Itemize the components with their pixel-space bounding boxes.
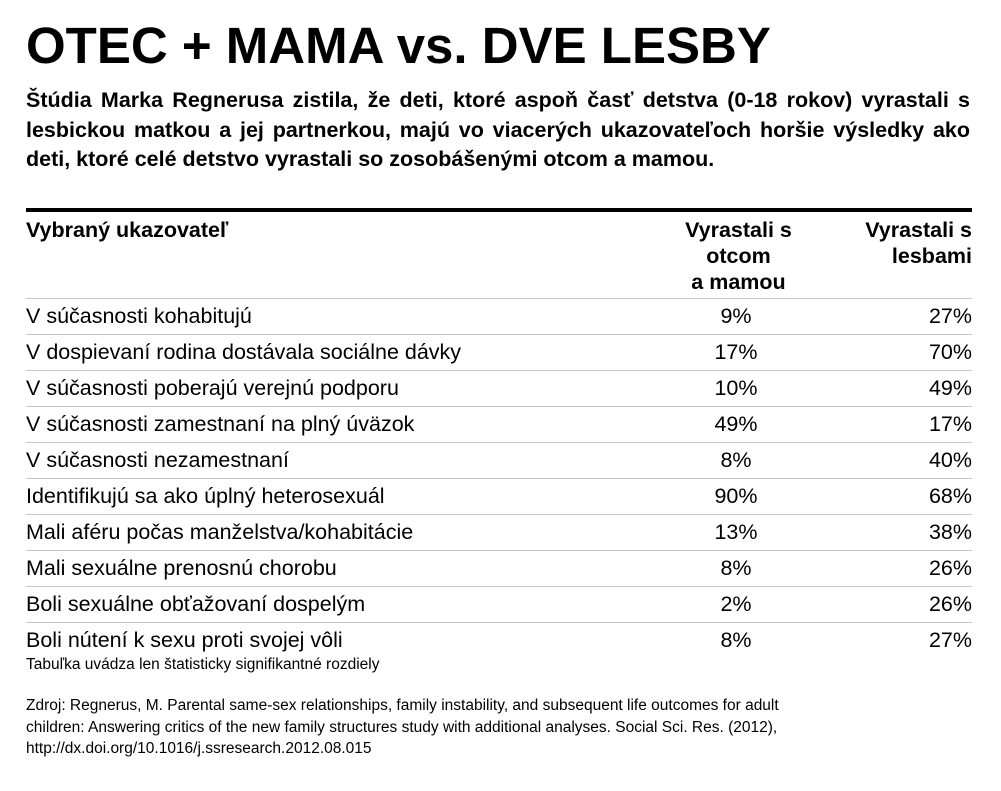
column-header-lesbians-line-1: Vyrastali s: [865, 218, 972, 242]
lesbians-value-cell: 27%: [826, 299, 972, 335]
indicator-cell: V súčasnosti zamestnaní na plný úväzok: [26, 407, 581, 443]
table-row: [26, 371, 972, 407]
lesbians-value-cell: 49%: [826, 371, 972, 407]
table-row: [26, 443, 972, 479]
lesbians-value-cell: 26%: [826, 551, 972, 587]
source-line-2: children: Answering critics of the new family structures study with additional analyses. Social Sci. Res. (2012),: [26, 718, 778, 736]
table-row: [26, 299, 972, 335]
indicator-cell: Mali sexuálne prenosnú chorobu: [26, 551, 581, 587]
table-header-row: [26, 213, 972, 299]
source-line-3: http://dx.doi.org/10.1016/j.ssresearch.2012.08.015: [26, 740, 372, 757]
table-body: [26, 299, 972, 659]
father-mother-value-cell: 13%: [581, 515, 826, 551]
indicator-cell: V súčasnosti kohabitujú: [26, 299, 581, 335]
page-title: OTEC + MAMA vs. DVE LESBY: [26, 17, 771, 74]
lesbians-value-cell: 27%: [928, 628, 972, 652]
source-citation: [26, 695, 972, 760]
column-header-father-mother-line-1: Vyrastali s otcom: [685, 218, 792, 268]
indicator-cell: Boli nútení k sexu proti svojej vôli: [26, 628, 343, 652]
lesbians-value-cell: 26%: [826, 587, 972, 623]
lesbians-value-cell: 40%: [826, 443, 972, 479]
lesbians-value-cell: 17%: [826, 407, 972, 443]
column-header-lesbians: [826, 213, 972, 299]
source-line-1: Zdroj: Regnerus, M. Parental same-sex relationships, family instability, and subsequent life outcomes for adult: [26, 697, 779, 714]
table-row: [26, 479, 972, 515]
table-row: [26, 587, 972, 623]
table-row: [26, 407, 972, 443]
indicator-cell: Mali aféru počas manželstva/kohabitácie: [26, 515, 581, 551]
indicator-cell: Identifikujú sa ako úplný heterosexuál: [26, 479, 581, 515]
indicator-cell: V dospievaní rodina dostávala sociálne dávky: [26, 335, 581, 371]
intro-paragraph: Štúdia Marka Regnerusa zistila, že deti, ktoré aspoň časť detstva (0-18 rokov) vyrastali s lesbickou matkou a jej partnerkou, majú vo viacerých ukazovateľoch horšie výsledky ako deti, ktoré celé detstvo vyrastali so zosobášenými otcom a mamou.: [26, 88, 970, 171]
lesbians-value-cell: 38%: [826, 515, 972, 551]
father-mother-value-cell: 8%: [720, 628, 752, 652]
significance-note: Tabuľka uvádza len štatisticky signifikantné rozdiely: [26, 656, 380, 673]
results-table: [26, 213, 972, 658]
father-mother-value-cell: 10%: [581, 371, 826, 407]
table-row: [26, 551, 972, 587]
indicator-cell: V súčasnosti nezamestnaní: [26, 443, 581, 479]
father-mother-value-cell: 49%: [581, 407, 826, 443]
column-header-indicator-line-1: Vybraný ukazovateľ: [26, 218, 229, 242]
father-mother-value-cell: 9%: [581, 299, 826, 335]
father-mother-value-cell: 90%: [581, 479, 826, 515]
table-row: [26, 335, 972, 371]
indicator-cell: Boli sexuálne obťažovaní dospelým: [26, 587, 581, 623]
father-mother-value-cell: 2%: [581, 587, 826, 623]
father-mother-value-cell: 17%: [581, 335, 826, 371]
father-mother-value-cell: 8%: [581, 443, 826, 479]
column-header-lesbians-line-2: lesbami: [891, 244, 972, 268]
lesbians-value-cell: 70%: [826, 335, 972, 371]
table-row: [26, 515, 972, 551]
father-mother-value-cell: 8%: [581, 551, 826, 587]
lesbians-value-cell: 68%: [826, 479, 972, 515]
column-header-father-mother-line-2: a mamou: [691, 270, 786, 294]
indicator-cell: V súčasnosti poberajú verejnú podporu: [26, 371, 581, 407]
table-row: [26, 623, 972, 659]
column-header-father-mother: [581, 213, 826, 299]
header-divider: [26, 208, 972, 212]
column-header-indicator: [26, 213, 581, 299]
